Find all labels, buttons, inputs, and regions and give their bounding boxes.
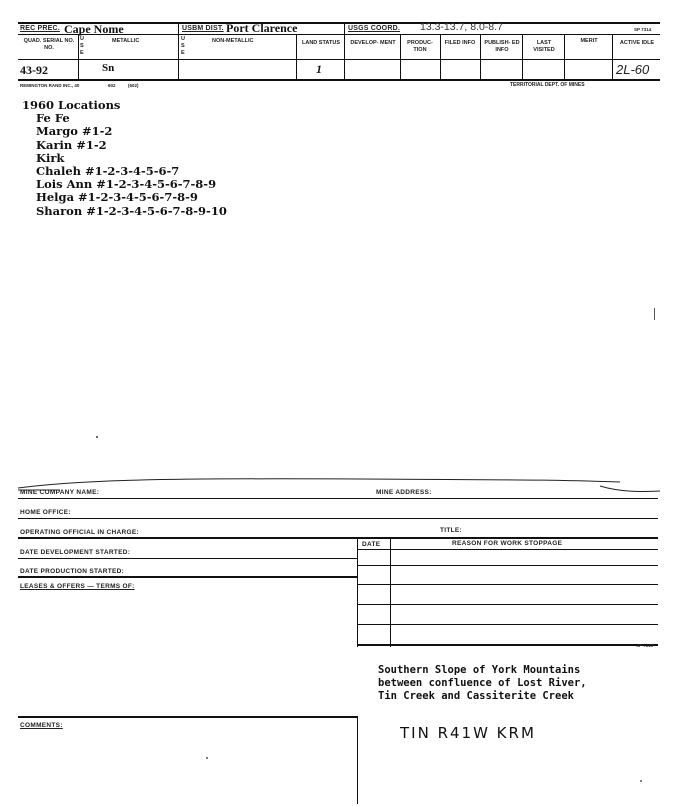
col-divider	[440, 34, 441, 79]
form-rule	[18, 558, 357, 559]
reason-col-header: REASON FOR WORK STOPPAGE	[452, 540, 563, 547]
col-divider	[178, 22, 179, 79]
location-description	[378, 664, 587, 703]
col-published-info: PUBLISH- ED INFO	[484, 40, 520, 53]
home-office-label: HOME OFFICE:	[20, 509, 71, 516]
col-land-status: LAND STATUS	[302, 40, 340, 46]
form-rule	[18, 576, 357, 578]
table-date-divider	[390, 537, 391, 647]
description-line: Tin Creek and Cassiterite Creek	[378, 690, 574, 702]
usgs-coord-label: USGS COORD.	[348, 25, 400, 32]
imprint-code-2: (602)	[128, 83, 139, 88]
speck	[654, 308, 655, 320]
col-use-nonmetallic: U S E	[181, 36, 185, 56]
locations-title: 1960 Locations	[22, 98, 121, 112]
list-item: Margo #1-2	[36, 124, 113, 139]
speck	[96, 436, 98, 438]
table-bottom-rule	[357, 644, 658, 646]
col-divider	[522, 34, 523, 79]
list-item: Helga #1-2-3-4-5-6-7-8-9	[36, 190, 198, 205]
land-status-value: 1	[316, 62, 322, 76]
col-divider	[480, 34, 481, 79]
mine-company-name-label: MINE COMPANY NAME:	[20, 489, 100, 496]
list-item: Lois Ann #1-2-3-4-5-6-7-8-9	[36, 177, 217, 192]
form-rule	[18, 716, 357, 718]
list-item: Chaleh #1-2-3-4-5-6-7	[36, 164, 180, 179]
description-line: Southern Slope of York Mountains	[378, 664, 581, 676]
col-divider	[344, 22, 345, 79]
rec-prec-value: Cape Nome	[64, 22, 124, 36]
col-merit: MERIT	[580, 38, 598, 44]
col-development: DEVELOP- MENT	[350, 40, 396, 46]
printer-imprint: REMINGTON RAND INC., 40	[20, 83, 80, 88]
list-item: Fe Fe	[36, 111, 70, 126]
col-production: PRODUC- TION	[407, 40, 433, 53]
active-idle-value: 2L-60	[616, 62, 650, 77]
col-filed-info: FILED INFO	[444, 40, 476, 46]
col-quad-serial: QUAD. SERIAL NO. NO.	[23, 38, 75, 51]
imprint-code: 602	[108, 83, 116, 88]
form-rule	[18, 537, 658, 539]
form-rule	[18, 518, 658, 519]
leases-offers-label: LEASES & OFFERS — TERMS OF:	[20, 583, 135, 590]
comments-right-border	[357, 716, 358, 804]
date-development-started-label: DATE DEVELOPMENT STARTED:	[20, 549, 131, 556]
quad-value: 43-92	[20, 63, 48, 77]
usbm-dist-label: USBM DIST.	[182, 25, 224, 32]
description-line: between confluence of Lost River,	[378, 677, 587, 689]
table-rule	[357, 604, 658, 605]
form-number-top: SP 7314	[634, 27, 652, 32]
locations-block	[22, 99, 227, 218]
col-active-idle: ACTIVE IDLE	[619, 40, 655, 46]
table-rule	[357, 565, 658, 566]
table-rule	[357, 624, 658, 625]
territorial-dept: TERRITORIAL DEPT. OF MINES	[510, 82, 585, 88]
handwritten-note: TIN R41W KRM	[400, 724, 536, 742]
col-divider	[400, 34, 401, 79]
usgs-coord-value: 13.3-13.7, 8.0-8.7	[420, 21, 503, 33]
comments-label: COMMENTS:	[20, 722, 63, 729]
col-metallic: METALLIC	[112, 38, 140, 44]
speck	[206, 757, 208, 759]
table-rule	[357, 549, 658, 550]
col-divider	[296, 34, 297, 79]
locations-list	[22, 112, 227, 218]
speck	[640, 780, 642, 782]
form-number-bottom: SP 7315	[636, 643, 654, 648]
date-col-header: DATE	[362, 541, 381, 548]
col-non-metallic: NON-METALLIC	[212, 38, 254, 44]
col-divider	[612, 34, 613, 79]
title-label: TITLE:	[440, 527, 463, 534]
header-rule-4	[18, 79, 660, 81]
col-divider	[564, 34, 565, 79]
col-use-metallic: U S E	[80, 36, 84, 56]
rec-prec-label: REC PREC.	[20, 25, 60, 32]
table-left-border	[357, 537, 358, 647]
mine-address-label: MINE ADDRESS:	[376, 489, 432, 496]
metallic-value: Sn	[102, 62, 115, 74]
list-item: Kirk	[36, 150, 65, 165]
list-item: Karin #1-2	[36, 137, 107, 152]
card-edge-line	[0, 470, 678, 494]
form-rule	[18, 498, 658, 499]
operating-official-label: OPERATING OFFICIAL IN CHARGE:	[20, 529, 139, 536]
usbm-dist-value: Port Clarence	[226, 21, 298, 35]
list-item: Sharon #1-2-3-4-5-6-7-8-9-10	[36, 203, 227, 218]
date-production-started-label: DATE PRODUCTION STARTED:	[20, 568, 125, 575]
table-rule	[357, 584, 658, 585]
col-divider	[78, 34, 79, 79]
col-last-visited: LAST VISITED	[533, 40, 555, 53]
